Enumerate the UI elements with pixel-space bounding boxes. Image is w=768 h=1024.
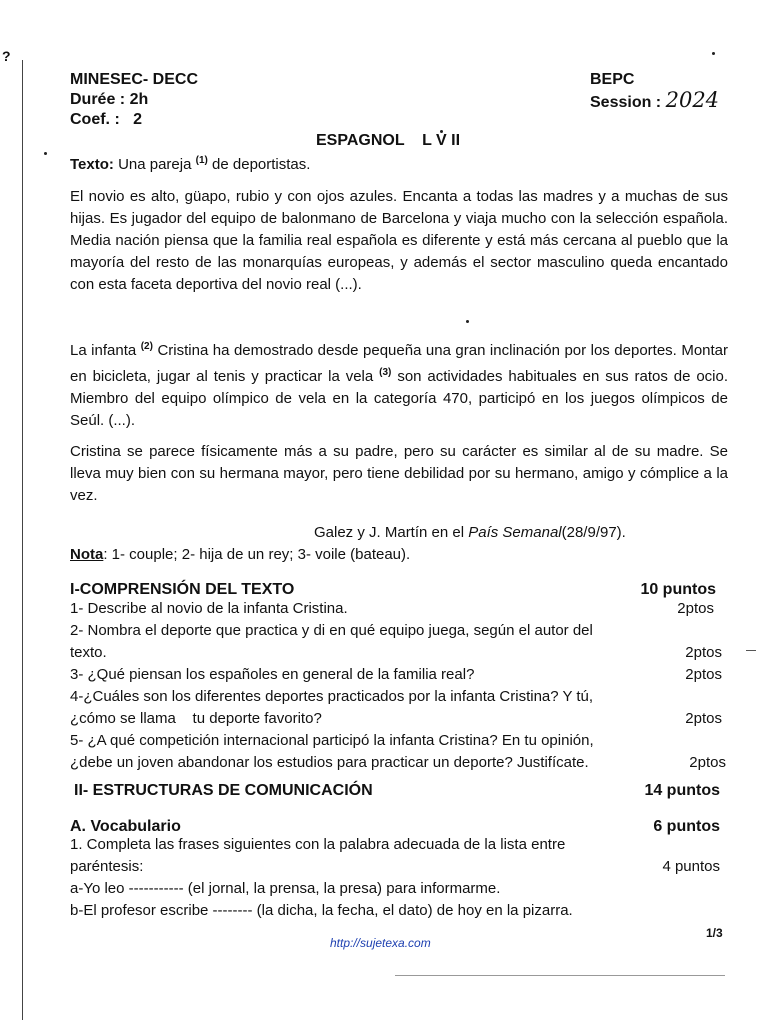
header-coef: Coef. : 2	[70, 111, 143, 128]
question-text: 1- Describe al novio de la infanta Cristina.	[70, 600, 348, 617]
texto-title-post: de deportistas.	[212, 156, 311, 173]
source-post: (28/9/97).	[561, 524, 626, 541]
question-4: 4-¿Cuáles son los diferentes deportes practicados por la infanta Cristina? Y tú,	[70, 688, 594, 705]
page-number: 1/3	[706, 926, 723, 940]
footnote-ref: (2)	[140, 341, 153, 352]
question-points: 2ptos	[685, 666, 722, 683]
section2-header	[74, 781, 720, 801]
bottom-rule	[395, 975, 725, 976]
instruction: 1. Completa las frases siguientes con la palabra adecuada de la lista entre	[70, 836, 566, 853]
left-margin-line	[22, 60, 23, 1020]
question-5: 5- ¿A qué competición internacional participó la infanta Cristina? En tu opinión,	[70, 732, 594, 749]
header-duration: Durée : 2h	[70, 91, 149, 108]
paragraph-3: Cristina se parece físicamente más a su padre, pero su carácter es similar al de su madre. Se lleva muy bien con su hermana mayor, pero tiene debilidad por su hermano, amigo y cómplice a la vez.	[70, 443, 728, 504]
para2-b: Cristina ha demostrado desde pequeña una gran inclinación por los deportes. Montar en bicicleta, jugar al tenis y practicar la vela	[70, 342, 729, 385]
question-points: 2ptos	[677, 600, 714, 617]
section2-title: II- ESTRUCTURAS DE COMUNICACIÓN	[74, 782, 373, 799]
question-2-cont	[70, 642, 726, 664]
section1-questions	[70, 598, 726, 774]
margin-dash	[746, 650, 756, 651]
footnote-ref: (1)	[195, 155, 208, 166]
question-5-cont	[70, 752, 726, 774]
margin-mark: ?	[2, 48, 11, 64]
question-text: 3- ¿Qué piensan los españoles en general de la familia real?	[70, 666, 475, 683]
vocabulario-points: 6 puntos	[653, 818, 720, 835]
vocabulario-body	[70, 834, 720, 922]
texto-label: Texto:	[70, 156, 114, 173]
item-b: b-El profesor escribe -------- (la dicha, la fecha, el dato) de hoy en la pizarra.	[70, 902, 573, 919]
question-text: ¿debe un joven abandonar los estudios para practicar un deporte? Justifícate.	[70, 754, 589, 771]
source-pre: Galez y J. Martín en el	[314, 524, 465, 541]
question-text: texto.	[70, 644, 107, 661]
question-2: 2- Nombra el deporte que practica y di en qué equipo juega, según el autor del	[70, 622, 593, 639]
instruction-cont	[70, 856, 720, 878]
question-1	[70, 598, 726, 620]
instruction-text: paréntesis:	[70, 858, 144, 875]
section1-title: I-COMPRENSIÓN DEL TEXTO	[70, 581, 295, 598]
speck	[712, 52, 715, 55]
nota-label: Nota	[70, 546, 104, 563]
source-publication: País Semanal	[468, 524, 562, 541]
question-points: 2ptos	[689, 754, 726, 771]
vocabulario-title: A. Vocabulario	[70, 818, 181, 835]
paragraph-2	[70, 336, 728, 432]
header-ministry: MINESEC- DECC	[70, 71, 199, 88]
texto-title-pre: Una pareja	[118, 156, 192, 173]
subject-title: ESPAGNOL L V II	[316, 132, 461, 149]
instruction-points: 4 puntos	[662, 858, 720, 875]
source-citation	[314, 522, 626, 544]
speck	[466, 320, 469, 323]
paragraph-1: El novio es alto, güapo, rubio y con ojos azules. Encanta a todas las madres y a muchas de sus hijas. Es jugador del equipo de balonmano de Barcelona y viaja mucho con la selección española. Media nación piensa que la familia real española es diferente y está más cercana al pueblo que la mayoría del resto de las monarquías europeas, y además el sector masculino queda encantado con esta faceta deportiva del novio real (...).	[70, 188, 728, 293]
nota-text: : 1- couple; 2- hija de un rey; 3- voile (bateau).	[103, 546, 411, 563]
header-right	[590, 70, 719, 113]
header-session	[590, 90, 719, 113]
texto-title	[70, 150, 310, 176]
footer-url-link[interactable]: http://sujetexa.com	[330, 936, 431, 950]
header-left	[70, 70, 198, 130]
header-exam: BEPC	[590, 71, 635, 88]
para2-c: son actividades habituales en sus ratos de ocio. Miembro del equipo olímpico de vela en la categoría 470, participó en los juegos olímpicos de Seúl. (...).	[70, 368, 729, 429]
question-4-cont	[70, 708, 726, 730]
speck	[44, 152, 47, 155]
footnote-ref: (3)	[379, 367, 392, 378]
section1-header	[70, 580, 716, 600]
item-a: a-Yo leo ----------- (el jornal, la prensa, la presa) para informarme.	[70, 880, 501, 897]
section1-points: 10 puntos	[640, 581, 716, 598]
para2-a: La infanta	[70, 342, 137, 359]
session-year-handwritten: 2024	[665, 88, 720, 112]
question-points: 2ptos	[685, 710, 722, 727]
question-points: 2ptos	[685, 644, 722, 661]
question-3	[70, 664, 726, 686]
nota	[70, 544, 410, 566]
section2-points: 14 puntos	[644, 782, 720, 799]
question-text: ¿cómo se llama tu deporte favorito?	[70, 710, 322, 727]
session-label: Session :	[590, 94, 662, 111]
